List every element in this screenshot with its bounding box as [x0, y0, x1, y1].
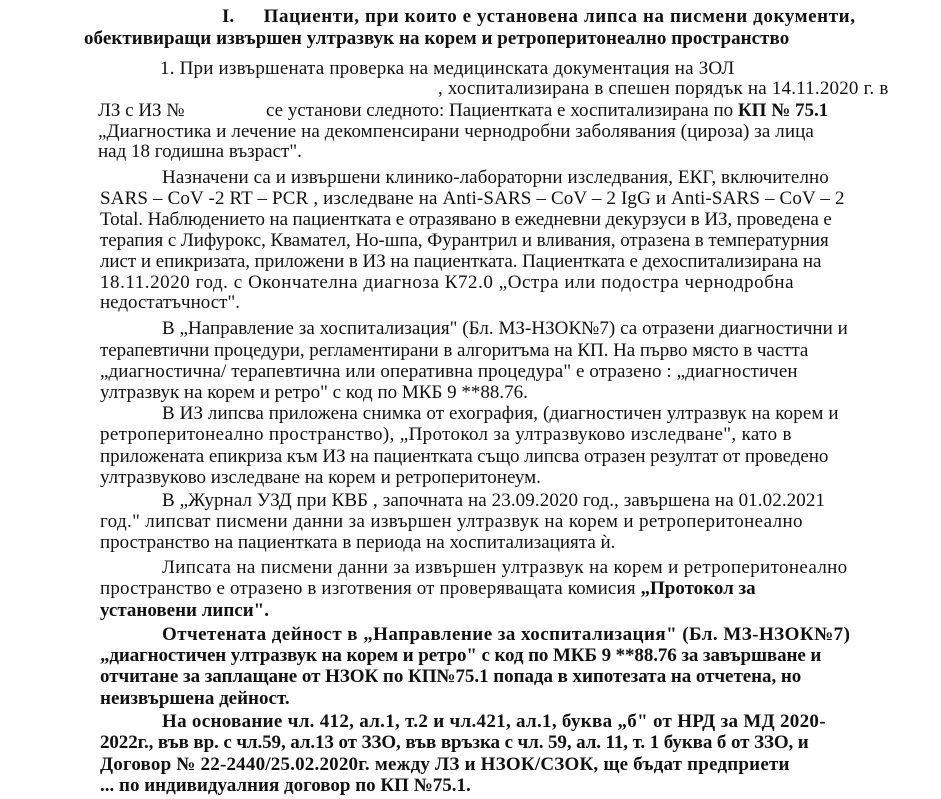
- p1-text-3a: ЛЗ с ИЗ №: [98, 100, 185, 122]
- p6-line-3: установени липси".: [100, 599, 269, 621]
- section-heading-line-2: обективиращи извършен ултразвук на корем и ретроперитонеално пространство: [84, 27, 790, 49]
- p2-line-1: Назначени са и извършени клинико-лабораторни изследвания, ЕКГ, включително: [162, 167, 829, 189]
- p8-line-4: ... по индивидуалния договор по КП №75.1.: [100, 775, 471, 796]
- p4-line-1: В ИЗ липсва приложена снимка от ехография, (диагностичен ултразвук на корем и: [162, 402, 839, 424]
- section-heading-text-1: Пациенти, при които е установена липса на писмени документи,: [263, 5, 856, 27]
- p2-line-2: SARS – CoV -2 RT – PCR , изследване на Anti-SARS – CoV – 2 IgG и Anti-SARS – CoV – 2: [100, 188, 845, 210]
- p2-line-7: недостатъчност".: [100, 292, 240, 314]
- p1-line-5: над 18 годишна възраст".: [98, 141, 302, 163]
- p1-line-4: „Диагностика и лечение на декомпенсирани чернодробни заболявания (цироза) за лица: [98, 120, 814, 142]
- p7-line-3: отчитане за заплащане от НЗОК по КП№75.1 попада в хипотезата на отчетена, но: [100, 666, 802, 688]
- p4-line-2: ретроперитонеално пространство), „Протокол за ултразвуково изследване", като в: [100, 424, 792, 446]
- p3-line-1: В „Направление за хоспитализация" (Бл. МЗ-НЗОК№7) са отразени диагностични и: [162, 318, 848, 340]
- p6-protocol-ref: „Протокол за: [640, 578, 756, 600]
- p3-line-4: ултразвук на корем и ретро" с код по МКБ 9 **88.76.: [100, 381, 528, 403]
- p2-line-3: Total. Наблюдението на пациентката е отразявано в ежедневни декурзуси в ИЗ, проведена е: [100, 208, 832, 230]
- p2-line-5: лист и епикризата, приложени в ИЗ на пациентката. Пациентката е дехоспитализирана на: [100, 250, 822, 272]
- p5-line-2: год." липсват писмени данни за извършен ултразвук на корем и ретроперитонеално: [100, 511, 803, 533]
- p3-line-3: „диагностична/ терапевтична или оперативна процедура" е отразено : „диагностичен: [100, 361, 798, 382]
- p7-line-4: неизвършена дейност.: [100, 687, 290, 709]
- p5-line-3: пространство на пациентката в периода на хоспитализацията ѝ.: [100, 531, 616, 553]
- p2-line-4: терапия с Лифурокс, Квамател, Но-шпа, Фурантрил и вливания, отразена в температурния: [100, 230, 829, 252]
- section-heading-line-1: [222, 6, 858, 28]
- p1-line-1: [160, 58, 734, 80]
- p5-line-1: В „Журнал УЗД при КВБ , започната на 23.09.2020 год., завършена на 01.02.2021: [162, 490, 826, 512]
- p8-line-3: Договор № 22-2440/25.02.2020г. между ЛЗ и НЗОК/СЗОК, ще бъдат предприети: [100, 753, 790, 775]
- p1-text-1: 1. При извършената проверка на медицинската документация на ЗОЛ: [160, 57, 735, 79]
- section-number: I.: [222, 5, 235, 27]
- p6-line-2: [100, 578, 756, 600]
- p7-line-1: Отчетената дейност в „Направление за хоспитализация" (Бл. МЗ-НЗОК№7): [162, 623, 851, 645]
- p6-line-1: Липсата на писмени данни за извършен ултразвук на корем и ретроперитонеално: [162, 556, 848, 578]
- p1-text-3b: се установи следното: Пациентката е хоспитализирана по: [265, 100, 734, 122]
- p1-line-2: , хоспитализирана в спешен порядък на 14.11.2020 г. в: [438, 78, 889, 99]
- p6-text-2a: пространство е отразено в изготвения от проверяващата комисия: [100, 578, 636, 600]
- p2-line-6: 18.11.2020 год. с Окончателна диагноза К72.0 „Остра или подостра чернодробна: [100, 271, 795, 293]
- p8-line-2: 2022г., във вр. с чл.59, ал.13 от ЗЗО, във връзка с чл. 59, ал. 11, т. 1 буква б от ЗЗО, и: [100, 732, 809, 754]
- p7-line-2: „диагностичен ултразвук на корем и ретро" с код по МКБ 9 **88.76 за завършване и: [100, 645, 822, 667]
- p3-line-2: терапевтични процедури, регламентирани в алгоритъма на КП. На първо място в частта: [100, 339, 809, 361]
- p1-line-3: [98, 100, 828, 122]
- p8-line-1: На основание чл. 412, ал.1, т.2 и чл.421, ал.1, буква „б" от НРД за МД 2020-: [162, 711, 826, 732]
- p4-line-3: приложената епикриза към ИЗ на пациентката също липсва отразен резултат от проведено: [100, 445, 829, 467]
- p1-clinical-path-ref: КП № 75.1: [737, 100, 829, 122]
- p4-line-4: ултразвуково изследване на корем и ретроперитонеум.: [100, 466, 541, 488]
